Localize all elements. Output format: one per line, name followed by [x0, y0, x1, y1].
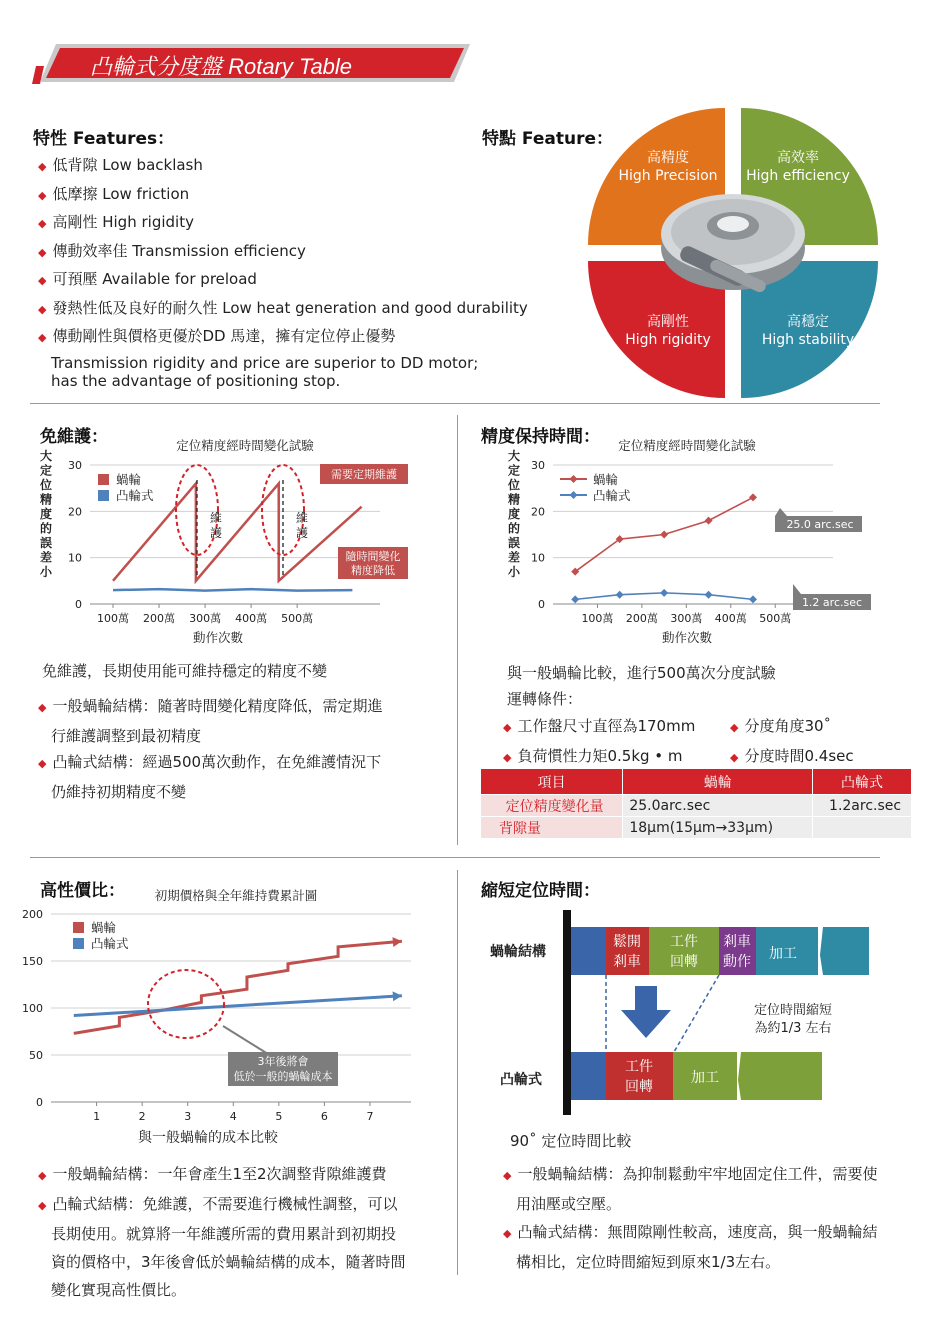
divider: [30, 403, 880, 404]
divider: [457, 415, 458, 845]
data-point: [705, 591, 713, 599]
annotation-degrade: 精度降低: [351, 564, 395, 577]
svg-text:高剛性: 高剛性: [647, 314, 689, 330]
maintenance-bullet: ◆ 一般蝸輪結構：隨著時間變化精度降低，需定期進 行維護調整到最初精度: [38, 697, 383, 745]
cost-chart: [18, 884, 438, 1149]
features-list: [38, 154, 528, 354]
series-arrowhead: [393, 991, 402, 1001]
feature-item: ◆ 低摩擦 Low friction: [38, 184, 190, 203]
annotation-cam: 1.2 arc.sec: [801, 596, 863, 609]
row-label-worm: 蝸輪結構: [490, 944, 546, 960]
positioning-caption: 90˚ 定位時間比較: [510, 1132, 632, 1150]
legend-label: 凸輪式: [91, 936, 129, 951]
x-tick-label: 100萬: [581, 612, 614, 625]
svg-text:剎車: 剎車: [613, 954, 641, 970]
maintenance-heading: 免維護：: [40, 427, 108, 447]
time-note: 為約1/3 左右: [754, 1021, 832, 1036]
spec-table: [480, 768, 912, 839]
svg-text:加工: 加工: [691, 1070, 719, 1086]
chart-title: 定位精度經時間變化試驗: [176, 438, 314, 453]
annotation-periodic: 需要定期維護: [331, 468, 397, 481]
crossover-circle: [148, 970, 224, 1038]
feature-item: ◆ 傳動剛性與價格更優於DD 馬達，擁有定位停止優勢: [38, 327, 396, 345]
annotation-maintenance: 維護: [296, 511, 309, 540]
data-point: [705, 517, 713, 525]
feature-item: ◆ 低背隙 Low backlash: [38, 156, 203, 174]
series-line: [74, 941, 402, 1033]
row-label-cam: 凸輪式: [500, 1072, 542, 1088]
y-tick-label: 0: [36, 1096, 43, 1109]
svg-text:鬆開: 鬆開: [613, 934, 641, 950]
feature-item: ◆ 可預壓 Available for preload: [38, 270, 257, 288]
svg-text:工件: 工件: [670, 934, 698, 950]
svg-text:剎車: 剎車: [723, 934, 751, 950]
data-point: [660, 531, 668, 539]
positioning-diagram: [475, 900, 895, 1120]
x-tick-label: 400萬: [235, 612, 268, 625]
axis-label-x: 動作次數: [661, 630, 713, 645]
x-tick-label: 4: [229, 1110, 237, 1123]
svg-text:High stability: High stability: [761, 332, 855, 348]
x-tick-label: 2: [138, 1110, 146, 1123]
feature-note: Transmission rigidity and price are superior to DD motor; has the advantage of positioning stop.: [51, 354, 479, 390]
x-tick-label: 1: [93, 1110, 101, 1123]
legend-label: 蝸輪: [91, 920, 117, 935]
legend-label: 蝸輪: [593, 472, 619, 487]
x-tick-label: 300萬: [189, 612, 222, 625]
callout-pointer: [223, 1026, 268, 1054]
accuracy-conditions: ◆ 工作盤尺寸直徑為170mm ◆ 分度角度30˚ ◆ 負荷慣性力矩0.5kg • m ◆ 分度時間0.4sec: [503, 717, 854, 765]
data-point: [660, 589, 668, 597]
y-tick-label: 200: [22, 908, 43, 921]
series-line: [74, 996, 402, 1016]
maintenance-summary: 免維護，長期使用能可維持穩定的精度不變: [42, 662, 328, 680]
start-bar: [563, 910, 571, 1115]
data-point: [616, 591, 624, 599]
table-row: 定位精度變化量 25.0arc.sec 1.2arc.sec: [481, 795, 912, 817]
table-header: 項目 蝸輪 凸輪式: [481, 769, 912, 795]
cost-bullet: ◆ 一般蝸輪結構：一年會產生1至2次調整背隙維護費 ◆ 凸輪式結構：免維護，不需要進行機械性調整，可以 長期使用。就算將一年維護所需的費用累計到初期投 資的價格中，3年後會低於蝸輪結構的成本，隨著時間 變化實現高性價比。: [38, 1165, 406, 1299]
legend: [73, 920, 129, 951]
annotation-worm: 25.0 arc.sec: [786, 518, 854, 531]
axis-label-y: 大定位精度的誤差小: [39, 449, 53, 579]
y-tick-label: 30: [531, 459, 545, 472]
maintenance-bullet: ◆ 凸輪式結構：經過500萬次動作，在免維護情況下 仍維持初期精度不變: [38, 753, 382, 801]
feature-item: ◆ 高剛性 High rigidity: [38, 213, 194, 231]
x-tick-label: 300萬: [670, 612, 703, 625]
feature-wheel: [588, 108, 878, 398]
divider: [457, 870, 458, 1275]
positioning-heading: 縮短定位時間：: [481, 881, 600, 901]
axis-label-x: 與一般蝸輪的成本比較: [138, 1130, 278, 1146]
x-tick-label: 6: [320, 1110, 328, 1123]
y-tick-label: 20: [531, 505, 545, 519]
x-tick-label: 200萬: [625, 612, 658, 625]
y-tick-label: 50: [29, 1049, 43, 1062]
svg-text:高穩定: 高穩定: [787, 314, 829, 330]
y-tick-label: 150: [22, 955, 43, 968]
annotation-crossover: 3年後將會: [257, 1055, 309, 1068]
accuracy-heading: 精度保持時間：: [481, 427, 600, 447]
svg-text:High rigidity: High rigidity: [625, 332, 711, 348]
divider: [30, 857, 880, 858]
svg-text:加工: 加工: [769, 946, 797, 962]
legend-label: 蝸輪: [116, 472, 142, 487]
x-tick-label: 400萬: [714, 612, 747, 625]
x-tick-label: 5: [275, 1110, 283, 1123]
x-tick-label: 200萬: [143, 612, 176, 625]
svg-text:動作: 動作: [723, 954, 751, 970]
data-point: [571, 595, 579, 603]
features-heading: 特性 Features：: [33, 129, 175, 149]
data-point: [749, 493, 757, 501]
y-tick-label: 10: [68, 551, 82, 565]
data-point: [749, 595, 757, 603]
svg-text:回轉: 回轉: [670, 954, 698, 970]
legend-label: 凸輪式: [593, 488, 631, 503]
svg-text:高效率: 高效率: [777, 150, 819, 166]
x-tick-label: 500萬: [759, 612, 792, 625]
y-tick-label: 0: [538, 598, 545, 611]
time-note: 定位時間縮短: [753, 1003, 833, 1018]
svg-text:回轉: 回轉: [625, 1079, 653, 1095]
svg-text:工件: 工件: [625, 1059, 653, 1075]
x-tick-label: 500萬: [281, 612, 314, 625]
series-arrowhead: [392, 937, 401, 947]
accuracy-chart: [475, 436, 895, 648]
axis-label-x: 動作次數: [192, 630, 244, 645]
y-tick-label: 0: [75, 598, 82, 611]
legend-label: 凸輪式: [116, 488, 154, 503]
legend: [98, 472, 154, 503]
svg-text:高精度: 高精度: [647, 150, 689, 166]
annotation-maintenance: 維護: [210, 511, 223, 540]
maintenance-chart: [30, 436, 450, 648]
y-tick-label: 100: [22, 1002, 43, 1015]
x-tick-label: 3: [184, 1110, 192, 1123]
table-row: 背隙量 18μm(15μm→33μm): [481, 817, 912, 839]
page-title: 凸輪式分度盤 Rotary Table: [90, 54, 353, 79]
y-tick-label: 30: [68, 459, 82, 472]
y-tick-label: 20: [68, 505, 82, 519]
legend: [560, 472, 631, 503]
x-tick-label: 100萬: [97, 612, 130, 625]
svg-text:High Precision: High Precision: [618, 168, 718, 184]
feature-wheel-heading: 特點 Feature：: [482, 129, 613, 149]
y-tick-label: 10: [531, 551, 545, 565]
feature-item: ◆ 發熱性低及良好的耐久性 Low heat generation and good durability: [38, 298, 528, 317]
x-tick-label: 7: [366, 1110, 374, 1123]
annotation-crossover: 低於一般的蝸輪成本: [233, 1070, 333, 1083]
annotation-degrade: 隨時間變化: [345, 550, 401, 563]
chart-title: 定位精度經時間變化試驗: [618, 438, 756, 453]
down-arrow-icon: [621, 986, 671, 1038]
feature-item: ◆ 傳動效率佳 Transmission efficiency: [38, 241, 306, 260]
series-line: [113, 589, 352, 590]
chart-title: 初期價格與全年維持費累計圖: [154, 888, 318, 903]
svg-text:High efficiency: High efficiency: [746, 168, 850, 184]
axis-label-y: 大定位精度的誤差小: [507, 449, 521, 579]
cost-heading: 高性價比：: [40, 881, 125, 901]
positioning-bullet: ◆ 一般蝸輪結構：為抑制鬆動牢牢地固定住工件，需要使 用油壓或空壓。 ◆ 凸輪式結構：無間隙剛性較高，速度高，與一般蝸輪結 構相比，定位時間縮短到原來1/3左右。: [503, 1165, 878, 1271]
accuracy-text: 與一般蝸輪比較，進行500萬次分度試驗 運轉條件：: [507, 664, 776, 708]
